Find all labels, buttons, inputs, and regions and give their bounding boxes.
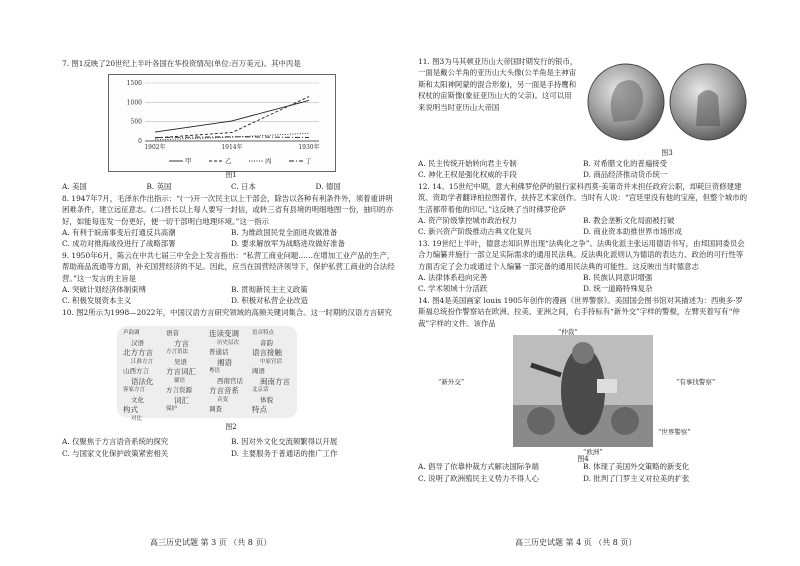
y-tick-label: 500 bbox=[130, 119, 142, 127]
q11-stem: 11. 图3为马其顿亚历山大帝国时期发行的银币，一面是戴公羊角的亚历山大头像(公羊角是主神宙斯和太阳神阿蒙的混合形象)，另一面是手持鹰和权杖的宙斯像(象征亚历山大的父亲)。这可以用来说明当时亚历山大帝国 bbox=[418, 57, 578, 112]
q9-option-a[interactable]: A. 突破计划经济体制束缚 bbox=[62, 285, 146, 295]
y-tick-label: 1000 bbox=[126, 99, 142, 107]
figure-1 bbox=[62, 69, 400, 181]
wordcloud-term: 方言 bbox=[174, 338, 189, 348]
q9-option-b[interactable]: B. 贯彻新民主主义政策 bbox=[231, 285, 308, 295]
q12-option-c[interactable]: C. 新兴资产阶级推动古典文化复兴 bbox=[418, 227, 532, 237]
q10-option-c[interactable]: C. 与国家文化保护政策紧密相关 bbox=[62, 448, 169, 458]
q9-option-d[interactable]: D. 积极对私营企业改造 bbox=[231, 296, 308, 306]
q9-stem: 9. 1950年6月，陈云在中共七届三中全会上发言指出：“私营工商业问题……在增加工业产品的生产，帮助商品流通等方面，补充国营经济的不足。因此，应当在国营经济领导下，保护私营工商业的合法经营。”这一发言的主旨是 bbox=[62, 250, 395, 283]
q11-option-c[interactable]: C. 神化王权是强化权威的手段 bbox=[418, 170, 517, 180]
wordcloud-term: 闽语 bbox=[252, 367, 265, 376]
label-new-diplomacy: “新外交” bbox=[438, 378, 465, 387]
coin-image bbox=[584, 60, 750, 142]
q8-option-a[interactable]: A. 有利于皖南事变后打通反兵高潮 bbox=[62, 228, 176, 238]
wordcloud-term: 西南官话 bbox=[217, 376, 243, 385]
wordcloud-term: 音变 bbox=[217, 396, 229, 403]
wordcloud-term: 音韵 bbox=[260, 338, 273, 347]
series-ding-line bbox=[155, 137, 309, 138]
wordcloud-term: 闽南方言 bbox=[260, 376, 290, 386]
q12-option-b[interactable]: B. 教会垄断文化局面被打破 bbox=[583, 216, 675, 226]
wordcloud bbox=[117, 326, 297, 422]
figure-4-caption: 图4 bbox=[577, 455, 589, 464]
x-tick-label: 1914年 bbox=[221, 144, 243, 152]
label-call-police: “有事找警察” bbox=[676, 378, 716, 387]
figure-2 bbox=[62, 318, 400, 436]
wordcloud-term: 客家方言 bbox=[123, 387, 146, 394]
label-arbitration: “仲裁” bbox=[558, 328, 578, 337]
q8-option-d[interactable]: D. 要求解放军为战略进攻做好准备 bbox=[231, 239, 345, 249]
label-europe: “欧洲” bbox=[583, 448, 603, 457]
wordcloud-term: 方言词汇 bbox=[166, 367, 196, 377]
wordcloud-term: 构式 bbox=[123, 405, 138, 415]
x-tick-label: 1902年 bbox=[144, 144, 166, 152]
q7-options bbox=[62, 181, 400, 192]
q10-option-a[interactable]: A. 仅聚焦于方言语音系统的探究 bbox=[62, 437, 169, 447]
q8-options bbox=[62, 227, 400, 250]
wordcloud-term: 中原官话 bbox=[260, 358, 283, 365]
q11-block bbox=[418, 56, 748, 158]
wordcloud-term: 保护 bbox=[166, 406, 178, 413]
wordcloud-term: 词汇 bbox=[174, 395, 189, 405]
wordcloud-term: 语法化 bbox=[131, 376, 154, 386]
figure-1-chart bbox=[108, 74, 336, 172]
q12-option-a[interactable]: A. 资产阶级掌控城市政治权力 bbox=[418, 216, 517, 226]
wordcloud-term: 普通话 bbox=[209, 348, 229, 357]
wordcloud-term: 声韵调 bbox=[123, 330, 140, 337]
q13-option-a[interactable]: A. 法律体系趋向完善 bbox=[418, 273, 488, 283]
x-tick-label: 1930年 bbox=[298, 144, 320, 152]
q7-option-a[interactable]: A. 美国 bbox=[62, 182, 87, 192]
q11-option-d[interactable]: D. 商品经济推动货币统一 bbox=[583, 170, 668, 180]
wordcloud-term: 调查 bbox=[209, 405, 222, 414]
wordcloud-term: 方言资源 bbox=[166, 386, 192, 395]
series-yi-line bbox=[155, 97, 309, 138]
wordcloud-term: 对比 bbox=[131, 415, 143, 422]
legend-label: 甲 bbox=[185, 157, 192, 166]
q7-option-b[interactable]: B. 英国 bbox=[146, 182, 172, 192]
q10-option-d[interactable]: D. 主要服务于普通话的推广工作 bbox=[231, 448, 338, 458]
wordcloud-term: 北方方言 bbox=[123, 348, 153, 358]
q13-option-c[interactable]: C. 学术领域十分活跃 bbox=[418, 284, 488, 294]
q13-option-b[interactable]: B. 民族认同意识增强 bbox=[583, 273, 653, 283]
q13-options bbox=[418, 272, 748, 295]
q7-option-d[interactable]: D. 德国 bbox=[315, 182, 341, 192]
q14-option-a[interactable]: A. 倡导了依靠仲裁方式解决国际争端 bbox=[418, 462, 539, 472]
left-column bbox=[62, 0, 400, 459]
wordcloud-term: 山西方言 bbox=[123, 367, 149, 376]
q14-stem: 14. 图4是美国画家 louis 1905年创作的漫画《世界警察》。美国国会图书馆对其描述为：西奥多·罗斯福总统扮作警察站在欧洲、拉美、亚洲之间，右手持标有“新外交”字样的警棍，左臂夹着写有“仲裁”字样的文件。该作品 bbox=[418, 295, 743, 328]
wordcloud-term: 文化 bbox=[131, 395, 144, 404]
wordcloud-term: 体貌 bbox=[260, 395, 273, 404]
q11-option-a[interactable]: A. 民主传统开始转向君主专制 bbox=[418, 159, 517, 168]
wordcloud-term: 语音 bbox=[166, 329, 179, 338]
q9-options bbox=[62, 284, 400, 307]
y-tick-label: 0 bbox=[138, 138, 142, 146]
wordcloud-term: 方言音系 bbox=[209, 386, 239, 396]
wordcloud-term: 连读变调 bbox=[209, 329, 239, 339]
q14-option-d[interactable]: D. 批判了门罗主义对拉美的扩张 bbox=[583, 473, 690, 483]
y-tick-label: 1500 bbox=[126, 80, 142, 88]
page-3-footer: 高三历史试题 第 3 页 （共 8 页） bbox=[150, 538, 272, 547]
wordcloud-term: 特点 bbox=[252, 405, 267, 415]
q12-options bbox=[418, 215, 748, 238]
legend-label: 乙 bbox=[225, 157, 232, 166]
q10-option-b[interactable]: B. 因对外文化交流频繁得以开展 bbox=[231, 437, 338, 447]
wordcloud-term: 方言语法 bbox=[166, 349, 189, 356]
q14-option-c[interactable]: C. 说明了欧洲殖民主义势力不得人心 bbox=[418, 473, 539, 483]
series-jia-line bbox=[155, 101, 309, 133]
q8-option-b[interactable]: B. 为维政国民党全面进攻做准备 bbox=[231, 228, 338, 238]
q11-option-b[interactable]: B. 对希腊文化的普遍接受 bbox=[583, 159, 668, 168]
q12-stem: 12. 14、15世纪中期，意大利佛罗伦萨的银行家科西莫·美第奇并未担任政府公职，却耗巨资修建建筑、资助学者翻译柏拉图著作，扶持艺术家创作。当时有人说：“宫廷里没有他的宝座，但整个城市的生活都带着他的印记。”这反映了当时佛罗伦萨 bbox=[418, 181, 747, 214]
legend-label: 丙 bbox=[265, 157, 272, 166]
q8-stem: 8. 1947年7月，毛泽东作出指示：“(一)开一次民主以上干部会，除告以各种有利条件外，须着重讲明困难条件，建立远征意志。(二)晋长以上每人要写一封信，或转三省有县境的明细地图一份，抽印的亦好，如能每连发一份更好，便一切干部明白地理环境。”这一指示 bbox=[62, 193, 393, 226]
q7-stem: 7. 图1反映了20世纪上半叶各国在华投资情况(单位:百万美元)。其中丙是 bbox=[62, 59, 301, 68]
q13-stem: 13. 19世纪上半叶，德意志知识界出现“法典化之争”。法典化派主张运用德语书写，由邦国同委员会合力编纂并施行一部立足实际需求的通用民法典。反法典化派则认为德语的表达力、政治的可行性等方面否定了会力或通过个人编纂一部完备的通用民法典的可能性。这反映出当时德意志 bbox=[418, 238, 745, 271]
wordcloud-term: 语言接触 bbox=[252, 348, 282, 358]
figure-2-caption: 图2 bbox=[225, 423, 237, 432]
figure-1-caption: 图1 bbox=[225, 171, 237, 180]
wordcloud-term: 历史层次 bbox=[217, 339, 240, 346]
wordcloud-term: 粤语 bbox=[209, 368, 221, 375]
q10-stem: 10. 图2所示为1998—2022年，中国汉语方言研究领域的高频关键词集合。这一时期的汉语方言研究 bbox=[62, 307, 392, 317]
wordcloud-term: 江淮方言 bbox=[131, 358, 154, 365]
wordcloud-term: 语音特点 bbox=[252, 330, 275, 337]
wordcloud-term: 赣语 bbox=[174, 377, 186, 384]
figure-3-caption: 图3 bbox=[661, 149, 673, 157]
q10-options bbox=[62, 436, 400, 459]
wordcloud-term: 汉语 bbox=[131, 338, 144, 347]
wordcloud-term: 湘语 bbox=[217, 357, 232, 367]
q12-option-d[interactable]: D. 商业资本助推世界市场形成 bbox=[583, 227, 683, 237]
q9-option-c[interactable]: C. 积极发展资本主义 bbox=[62, 296, 132, 306]
q14-option-b[interactable]: B. 体现了美国外交策略的新变化 bbox=[583, 462, 690, 472]
cartoon-image bbox=[513, 335, 653, 447]
q13-option-d[interactable]: D. 统一道路特殊复杂 bbox=[583, 284, 653, 294]
wordcloud-term: 北京话 bbox=[252, 387, 269, 394]
label-world-police: “世界警察” bbox=[658, 428, 691, 437]
q11-options bbox=[418, 158, 748, 181]
wordcloud-term: 吴语 bbox=[174, 357, 187, 366]
q7-option-c[interactable]: C. 日本 bbox=[231, 182, 256, 192]
page-4-footer: 高三历史试题 第 4 页 （共 8 页） bbox=[515, 538, 637, 547]
legend-label: 丁 bbox=[305, 157, 312, 166]
q8-option-c[interactable]: C. 成功对推海战役进行了战略部署 bbox=[62, 239, 176, 249]
right-column bbox=[418, 0, 748, 484]
figure-4 bbox=[418, 328, 748, 464]
